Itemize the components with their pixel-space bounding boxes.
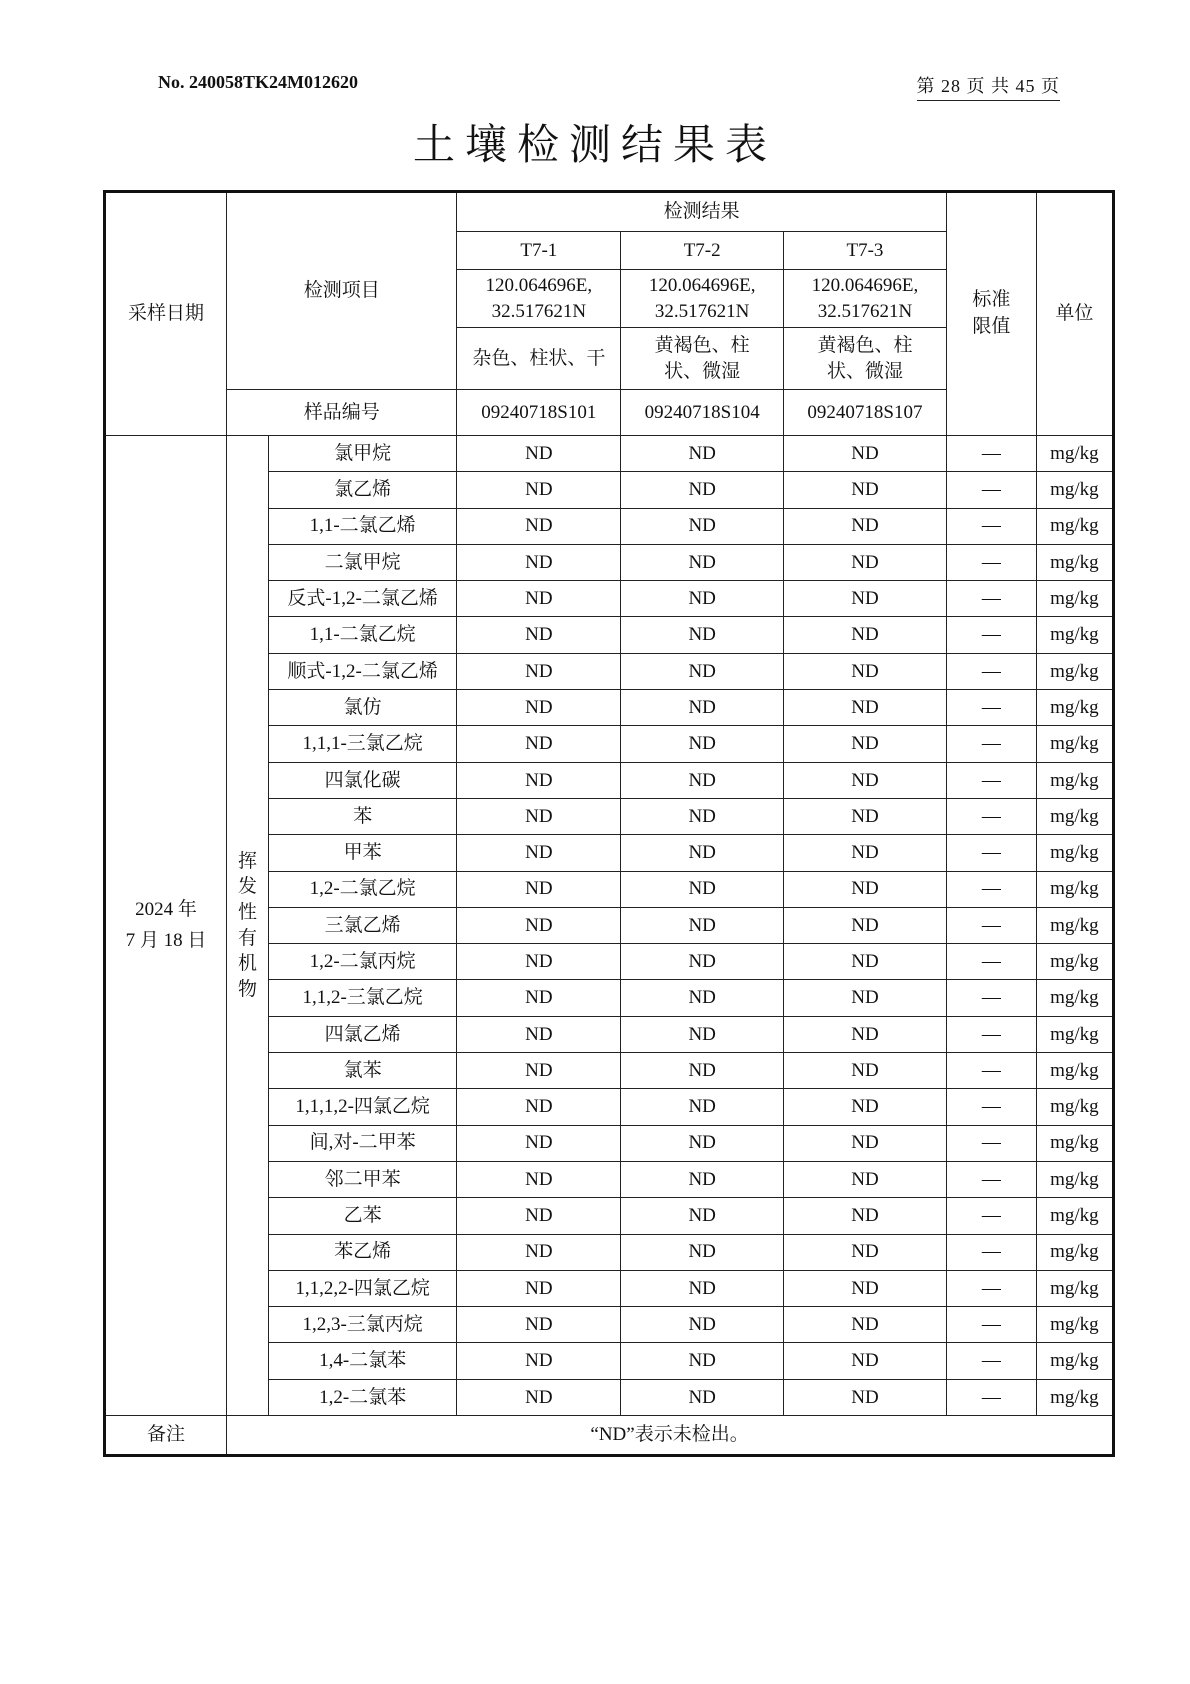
result-value: ND	[621, 508, 784, 544]
unit-value: mg/kg	[1036, 762, 1113, 798]
page-header	[158, 72, 1060, 100]
result-value: ND	[784, 980, 947, 1016]
item-name: 氯苯	[268, 1053, 457, 1089]
item-name: 苯	[268, 798, 457, 834]
limit-value: —	[946, 1016, 1036, 1052]
result-value: ND	[621, 544, 784, 580]
limit-value: —	[946, 472, 1036, 508]
item-name: 1,4-二氯苯	[268, 1343, 457, 1379]
result-value: ND	[457, 1016, 621, 1052]
sample-coord	[621, 270, 784, 328]
result-value: ND	[457, 544, 621, 580]
coord-e: 120.064696E,	[485, 274, 593, 296]
unit-value: mg/kg	[1036, 944, 1113, 980]
item-name: 1,1-二氯乙烯	[268, 508, 457, 544]
result-value: ND	[457, 581, 621, 617]
limit-value: —	[946, 762, 1036, 798]
result-header: 检测结果	[457, 192, 946, 232]
result-value: ND	[621, 762, 784, 798]
result-value: ND	[621, 581, 784, 617]
result-value: ND	[621, 1089, 784, 1125]
result-value: ND	[457, 907, 621, 943]
result-value: ND	[784, 798, 947, 834]
result-value: ND	[621, 944, 784, 980]
result-value: ND	[784, 472, 947, 508]
limit-value: —	[946, 508, 1036, 544]
result-value: ND	[784, 835, 947, 871]
unit-value: mg/kg	[1036, 1016, 1113, 1052]
result-value: ND	[457, 617, 621, 653]
result-value: ND	[621, 1307, 784, 1343]
sample-no: 09240718S107	[784, 390, 947, 436]
result-value: ND	[621, 1125, 784, 1161]
limit-value: —	[946, 690, 1036, 726]
result-value: ND	[784, 1343, 947, 1379]
result-value: ND	[457, 1053, 621, 1089]
result-value: ND	[784, 1270, 947, 1306]
result-value: ND	[457, 944, 621, 980]
unit-value: mg/kg	[1036, 1270, 1113, 1306]
item-name: 间,对-二甲苯	[268, 1125, 457, 1161]
result-value: ND	[457, 1379, 621, 1415]
report-number: No. 240058TK24M012620	[158, 72, 358, 92]
result-value: ND	[457, 1343, 621, 1379]
result-value: ND	[621, 798, 784, 834]
limit-value: —	[946, 907, 1036, 943]
limit-value: —	[946, 871, 1036, 907]
result-value: ND	[621, 1198, 784, 1234]
limit-value: —	[946, 653, 1036, 689]
result-value: ND	[784, 1053, 947, 1089]
result-value: ND	[784, 1198, 947, 1234]
result-value: ND	[621, 1379, 784, 1415]
unit-value: mg/kg	[1036, 581, 1113, 617]
result-value: ND	[621, 1016, 784, 1052]
result-value: ND	[621, 1270, 784, 1306]
sampling-date: 2024 年 7 月 18 日	[105, 436, 227, 1416]
sample-desc	[784, 328, 947, 390]
unit-value: mg/kg	[1036, 508, 1113, 544]
result-value: ND	[457, 1198, 621, 1234]
result-value: ND	[621, 690, 784, 726]
item-name: 氯仿	[268, 690, 457, 726]
result-value: ND	[457, 1270, 621, 1306]
limit-header-text: 标准限值	[972, 289, 1011, 337]
limit-value: —	[946, 617, 1036, 653]
limit-value: —	[946, 544, 1036, 580]
remark-text: “ND”表示未检出。	[227, 1416, 1114, 1456]
sample-coord	[784, 270, 947, 328]
result-value: ND	[621, 1343, 784, 1379]
unit-value: mg/kg	[1036, 1379, 1113, 1415]
sampling-date-header: 采样日期	[105, 192, 227, 436]
sample-id: T7-2	[621, 232, 784, 270]
result-value: ND	[784, 1234, 947, 1270]
sample-desc	[621, 328, 784, 390]
limit-value: —	[946, 581, 1036, 617]
sample-desc-text: 黄褐色、柱状、微湿	[654, 334, 750, 382]
result-value: ND	[457, 1234, 621, 1270]
remark-label: 备注	[105, 1416, 227, 1456]
result-value: ND	[621, 907, 784, 943]
result-value: ND	[784, 617, 947, 653]
result-value: ND	[457, 1161, 621, 1197]
result-value: ND	[621, 436, 784, 472]
sample-desc-text: 黄褐色、柱状、微湿	[817, 334, 913, 382]
result-value: ND	[621, 726, 784, 762]
sample-coord	[457, 270, 621, 328]
unit-value: mg/kg	[1036, 653, 1113, 689]
unit-value: mg/kg	[1036, 617, 1113, 653]
limit-value: —	[946, 835, 1036, 871]
item-name: 氯乙烯	[268, 472, 457, 508]
result-value: ND	[784, 544, 947, 580]
result-value: ND	[457, 871, 621, 907]
result-value: ND	[784, 1307, 947, 1343]
sample-desc	[457, 328, 621, 390]
result-value: ND	[621, 1053, 784, 1089]
limit-value: —	[946, 1234, 1036, 1270]
result-value: ND	[457, 1125, 621, 1161]
item-name: 苯乙烯	[268, 1234, 457, 1270]
unit-header: 单位	[1036, 192, 1113, 436]
result-value: ND	[621, 980, 784, 1016]
result-value: ND	[621, 835, 784, 871]
result-value: ND	[457, 690, 621, 726]
coord-n: 32.517621N	[654, 300, 750, 322]
unit-value: mg/kg	[1036, 544, 1113, 580]
unit-value: mg/kg	[1036, 1053, 1113, 1089]
result-value: ND	[784, 436, 947, 472]
limit-value: —	[946, 1343, 1036, 1379]
result-value: ND	[784, 762, 947, 798]
sample-id: T7-3	[784, 232, 947, 270]
result-value: ND	[784, 690, 947, 726]
item-name: 乙苯	[268, 1198, 457, 1234]
coord-e: 120.064696E,	[648, 274, 756, 296]
sample-no-header: 样品编号	[227, 390, 457, 436]
result-value: ND	[784, 1016, 947, 1052]
result-value: ND	[457, 508, 621, 544]
results-table	[103, 190, 1115, 1457]
unit-value: mg/kg	[1036, 798, 1113, 834]
result-value: ND	[621, 1234, 784, 1270]
result-value: ND	[457, 1307, 621, 1343]
result-value: ND	[457, 798, 621, 834]
unit-value: mg/kg	[1036, 1125, 1113, 1161]
item-name: 顺式-1,2-二氯乙烯	[268, 653, 457, 689]
unit-value: mg/kg	[1036, 980, 1113, 1016]
limit-value: —	[946, 944, 1036, 980]
remark-row	[105, 1416, 1114, 1456]
coord-n: 32.517621N	[817, 300, 913, 322]
sample-id: T7-1	[457, 232, 621, 270]
limit-value: —	[946, 1379, 1036, 1415]
result-value: ND	[457, 835, 621, 871]
limit-value: —	[946, 980, 1036, 1016]
result-value: ND	[784, 1379, 947, 1415]
result-value: ND	[784, 1161, 947, 1197]
item-name: 1,1,2-三氯乙烷	[268, 980, 457, 1016]
unit-value: mg/kg	[1036, 835, 1113, 871]
unit-value: mg/kg	[1036, 690, 1113, 726]
limit-value: —	[946, 1270, 1036, 1306]
item-name: 氯甲烷	[268, 436, 457, 472]
result-value: ND	[621, 653, 784, 689]
result-value: ND	[457, 726, 621, 762]
item-name: 甲苯	[268, 835, 457, 871]
result-value: ND	[784, 653, 947, 689]
limit-value: —	[946, 1053, 1036, 1089]
result-value: ND	[457, 762, 621, 798]
item-name: 1,1-二氯乙烷	[268, 617, 457, 653]
limit-value: —	[946, 1307, 1036, 1343]
result-value: ND	[457, 472, 621, 508]
result-value: ND	[621, 871, 784, 907]
result-value: ND	[784, 581, 947, 617]
limit-value: —	[946, 1161, 1036, 1197]
item-header: 检测项目	[227, 192, 457, 390]
unit-value: mg/kg	[1036, 907, 1113, 943]
result-value: ND	[784, 1089, 947, 1125]
result-value: ND	[457, 1089, 621, 1125]
coord-e: 120.064696E,	[811, 274, 919, 296]
unit-value: mg/kg	[1036, 1198, 1113, 1234]
item-name: 1,2-二氯乙烷	[268, 871, 457, 907]
unit-value: mg/kg	[1036, 1089, 1113, 1125]
result-value: ND	[621, 1161, 784, 1197]
table-row	[105, 436, 1114, 472]
unit-value: mg/kg	[1036, 871, 1113, 907]
limit-value: —	[946, 436, 1036, 472]
unit-value: mg/kg	[1036, 472, 1113, 508]
item-name: 1,2-二氯丙烷	[268, 944, 457, 980]
result-value: ND	[784, 1125, 947, 1161]
item-name: 反式-1,2-二氯乙烯	[268, 581, 457, 617]
result-value: ND	[457, 436, 621, 472]
limit-value: —	[946, 798, 1036, 834]
unit-value: mg/kg	[1036, 1234, 1113, 1270]
sample-no: 09240718S104	[621, 390, 784, 436]
limit-value: —	[946, 726, 1036, 762]
item-name: 1,1,1-三氯乙烷	[268, 726, 457, 762]
item-name: 1,1,2,2-四氯乙烷	[268, 1270, 457, 1306]
page-info: 第 28 页 共 45 页	[917, 72, 1061, 101]
item-name: 1,2-二氯苯	[268, 1379, 457, 1415]
limit-header	[946, 192, 1036, 436]
coord-n: 32.517621N	[491, 300, 587, 322]
item-name: 四氯化碳	[268, 762, 457, 798]
category-label: 挥 发 性 有 机 物	[227, 436, 269, 1416]
result-value: ND	[621, 617, 784, 653]
result-value: ND	[784, 508, 947, 544]
item-name: 邻二甲苯	[268, 1161, 457, 1197]
limit-value: —	[946, 1089, 1036, 1125]
result-value: ND	[457, 653, 621, 689]
limit-value: —	[946, 1198, 1036, 1234]
unit-value: mg/kg	[1036, 436, 1113, 472]
sample-desc-text: 杂色、柱状、干	[472, 347, 606, 369]
unit-value: mg/kg	[1036, 726, 1113, 762]
result-value: ND	[784, 726, 947, 762]
result-value: ND	[784, 907, 947, 943]
unit-value: mg/kg	[1036, 1161, 1113, 1197]
unit-value: mg/kg	[1036, 1343, 1113, 1379]
result-value: ND	[457, 980, 621, 1016]
result-value: ND	[784, 944, 947, 980]
limit-value: —	[946, 1125, 1036, 1161]
page-title: 土壤检测结果表	[412, 120, 777, 169]
result-value: ND	[621, 472, 784, 508]
item-name: 三氯乙烯	[268, 907, 457, 943]
item-name: 1,2,3-三氯丙烷	[268, 1307, 457, 1343]
item-name: 二氯甲烷	[268, 544, 457, 580]
item-name: 四氯乙烯	[268, 1016, 457, 1052]
result-value: ND	[784, 871, 947, 907]
sample-no: 09240718S101	[457, 390, 621, 436]
unit-value: mg/kg	[1036, 1307, 1113, 1343]
item-name: 1,1,1,2-四氯乙烷	[268, 1089, 457, 1125]
